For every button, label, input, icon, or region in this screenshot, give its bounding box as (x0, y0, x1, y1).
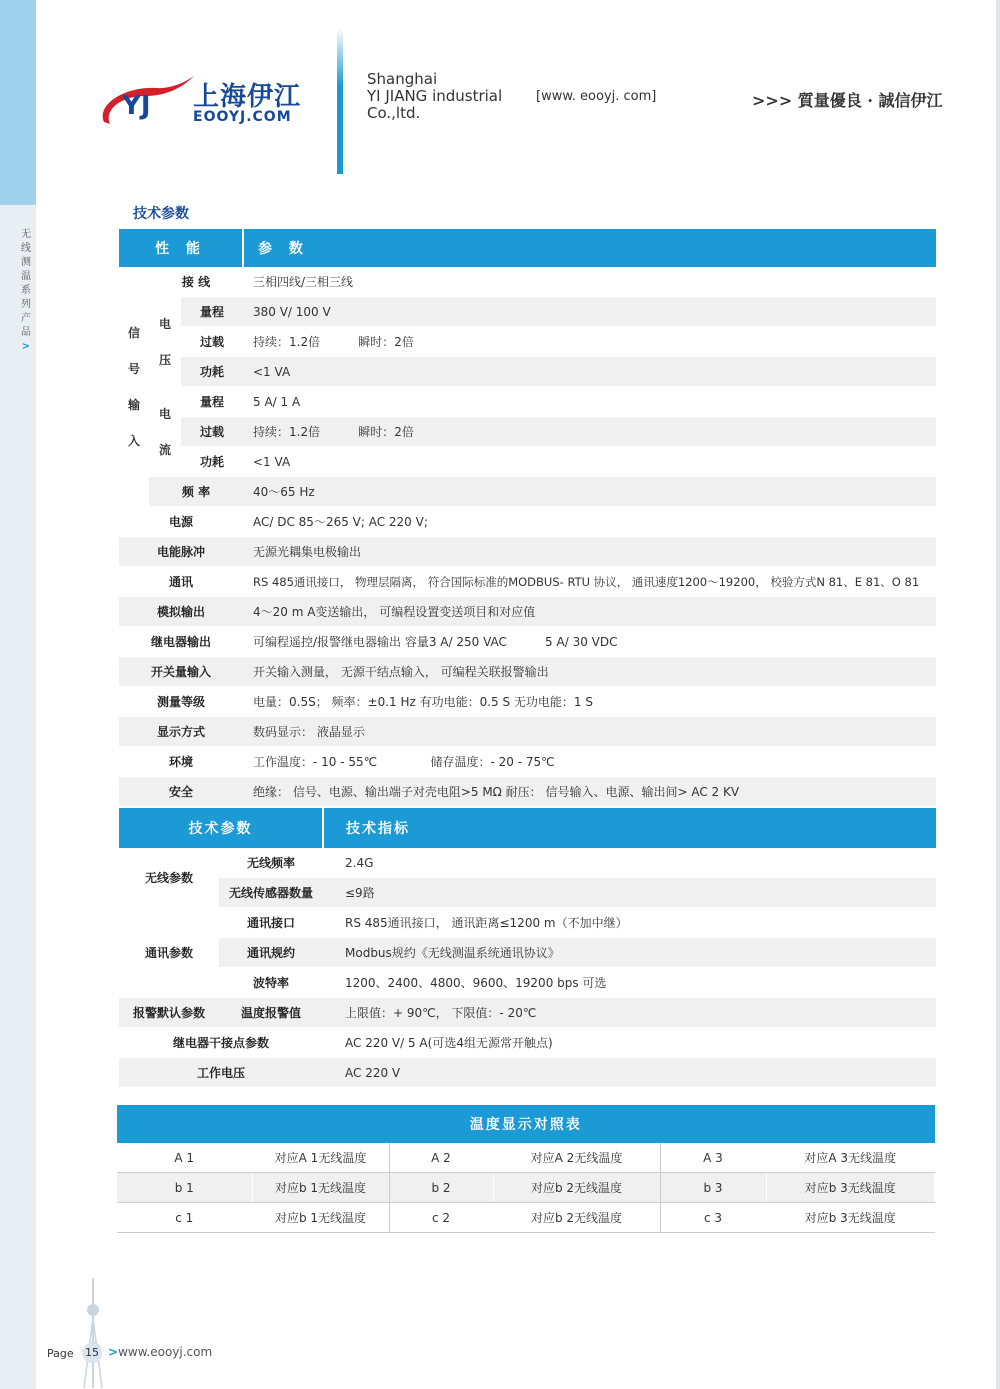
current-range-value: 5 A/ 1 A (243, 387, 936, 417)
spec-row-value: 无源光耦集电极输出 (243, 537, 936, 567)
sensor-count-value: ≤9路 (323, 878, 936, 908)
table-cell: 对应b 3无线温度 (766, 1173, 935, 1203)
spec-row-label: 模拟输出 (119, 597, 243, 627)
voltage-overload-value: 持续：1.2倍 瞬时：2倍 (243, 327, 936, 357)
relay-contact-label: 继电器干接点参数 (119, 1028, 323, 1058)
spec-row-label: 安全 (119, 777, 243, 807)
chevron-right-icon: > (21, 341, 31, 352)
logo-chinese-name: 上海伊江 (193, 82, 302, 112)
section-title: 技术参数 (133, 206, 189, 222)
temp-mapping-table (117, 1105, 935, 1233)
table-cell: A 1 (117, 1143, 252, 1173)
sensor-count-label: 无线传感器数量 (219, 878, 323, 908)
header-website[interactable]: [www. eooyj. com] (536, 89, 657, 104)
table-cell: c 1 (117, 1203, 252, 1233)
svg-text:YJ: YJ (122, 91, 151, 121)
footer-website[interactable]: >www.eooyj.com (108, 1345, 213, 1359)
spec-row-value: 数码显示： 液晶显示 (243, 717, 936, 747)
table-cell: 对应A 3无线温度 (766, 1143, 935, 1173)
table-cell: A 3 (660, 1143, 766, 1173)
comm-interface-label: 通讯接口 (219, 908, 323, 938)
wireless-header-params: 技术参数 (119, 808, 323, 848)
current-range-label: 量程 (181, 387, 243, 417)
current-group: 电流 (149, 387, 181, 477)
table-cell: 对应b 3无线温度 (766, 1203, 935, 1233)
spec-header-parameters: 参 数 (243, 229, 936, 267)
header-slogan: >>> 質量優良 · 誠信伊江 (752, 91, 943, 110)
table-cell: 对应A 2无线温度 (493, 1143, 660, 1173)
spec-row-label: 电源 (119, 507, 243, 537)
spec-row-label: 开关量输入 (119, 657, 243, 687)
voltage-power-value: <1 VA (243, 357, 936, 387)
spec-row-value: 绝缘： 信号、电源、输出端子对壳电阻>5 MΩ 耐压： 信号输入、电源、输出间> AC 2 KV (243, 777, 936, 807)
voltage-range-value: 380 V/ 100 V (243, 297, 936, 327)
wireless-freq-value: 2.4G (323, 848, 936, 878)
table-cell: 对应b 1无线温度 (252, 1173, 389, 1203)
table-cell: 对应A 1无线温度 (252, 1143, 389, 1173)
signal-input-group: 信号输入 (119, 267, 149, 507)
spec-row-label: 显示方式 (119, 717, 243, 747)
page-number: 15 (82, 1343, 102, 1363)
table-cell: c 2 (389, 1203, 493, 1233)
spec-row-label: 环境 (119, 747, 243, 777)
table-row (117, 1143, 935, 1173)
spec-row-label: 电能脉冲 (119, 537, 243, 567)
baud-rate-label: 波特率 (219, 968, 323, 998)
right-edge (996, 0, 1000, 1389)
temp-table-title: 温度显示对照表 (117, 1105, 935, 1143)
freq-value: 40～65 Hz (243, 477, 936, 507)
side-category-label: 无 线 测 温 系 列 产 品 > (18, 228, 34, 354)
comm-group: 通讯参数 (119, 908, 219, 998)
logo-english-name: EOOYJ.COM (193, 109, 292, 125)
table-cell: b 3 (660, 1173, 766, 1203)
table-row (117, 1203, 935, 1233)
spec-row-label: 继电器输出 (119, 627, 243, 657)
tower-icon (78, 1278, 108, 1388)
spec-row-label: 测量等级 (119, 687, 243, 717)
spec-row-value: AC/ DC 85～265 V; AC 220 V; (243, 507, 936, 537)
wireless-header-spec: 技术指标 (323, 808, 936, 848)
company-name: Shanghai YI JIANG industrial Co.,ltd. (367, 70, 503, 122)
relay-contact-value: AC 220 V/ 5 A(可选4组无源常开触点) (323, 1028, 936, 1058)
wireless-table (119, 808, 936, 1088)
comm-protocol-value: Modbus规约《无线测温系统通讯协议》 (323, 938, 936, 968)
table-cell: 对应b 2无线温度 (493, 1203, 660, 1233)
spec-row-value: 电量：0.5S； 频率：±0.1 Hz 有功电能：0.5 S 无功电能：1 S (243, 687, 936, 717)
spec-row-value: 可编程遥控/报警继电器输出 容量3 A/ 250 VAC 5 A/ 30 VDC (243, 627, 936, 657)
table-cell: b 2 (389, 1173, 493, 1203)
spec-header-performance: 性 能 (119, 229, 243, 267)
voltage-range-label: 量程 (181, 297, 243, 327)
voltage-power-label: 功耗 (181, 357, 243, 387)
header-divider (337, 28, 343, 174)
wireless-freq-label: 无线频率 (219, 848, 323, 878)
current-overload-value: 持续：1.2倍 瞬时：2倍 (243, 417, 936, 447)
footer-page-label: Page (47, 1347, 74, 1360)
spec-table (119, 229, 936, 807)
table-cell: c 3 (660, 1203, 766, 1233)
table-cell: b 1 (117, 1173, 252, 1203)
table-cell: 对应b 2无线温度 (493, 1173, 660, 1203)
comm-protocol-label: 通讯规约 (219, 938, 323, 968)
side-bar (0, 0, 36, 1389)
current-power-value: <1 VA (243, 447, 936, 477)
spec-row-label: 通讯 (119, 567, 243, 597)
baud-rate-value: 1200、2400、4800、9600、19200 bps 可选 (323, 968, 936, 998)
comm-interface-value: RS 485通讯接口， 通讯距离≤1200 m（不加中继） (323, 908, 936, 938)
side-bar-accent (0, 0, 36, 205)
wiring-value: 三相四线/三相三线 (243, 267, 936, 297)
table-cell: 对应b 1无线温度 (252, 1203, 389, 1233)
table-row (117, 1173, 935, 1203)
spec-row-value: 4～20 m A变送输出， 可编程设置变送项目和对应值 (243, 597, 936, 627)
spec-row-value: 开关输入测量， 无源干结点输入， 可编程关联报警输出 (243, 657, 936, 687)
current-overload-label: 过载 (181, 417, 243, 447)
alarm-temp-value: 上限值：+ 90℃， 下限值：- 20℃ (323, 998, 936, 1028)
current-power-label: 功耗 (181, 447, 243, 477)
spec-row-value: 工作温度：- 10 - 55℃ 储存温度：- 20 - 75℃ (243, 747, 936, 777)
table-cell: A 2 (389, 1143, 493, 1173)
alarm-group: 报警默认参数 (119, 998, 219, 1028)
wireless-group: 无线参数 (119, 848, 219, 908)
voltage-group: 电压 (149, 297, 181, 387)
alarm-temp-label: 温度报警值 (219, 998, 323, 1028)
working-voltage-value: AC 220 V (323, 1058, 936, 1088)
working-voltage-label: 工作电压 (119, 1058, 323, 1088)
wiring-label: 接 线 (149, 267, 243, 297)
voltage-overload-label: 过载 (181, 327, 243, 357)
chevron-right-icon: > (108, 1345, 119, 1359)
spec-row-value: RS 485通讯接口， 物理层隔离， 符合国际标准的MODBUS- RTU 协议， 通讯速度1200～19200， 校验方式N 81、E 81、O 81 (243, 567, 936, 597)
freq-label: 频 率 (149, 477, 243, 507)
